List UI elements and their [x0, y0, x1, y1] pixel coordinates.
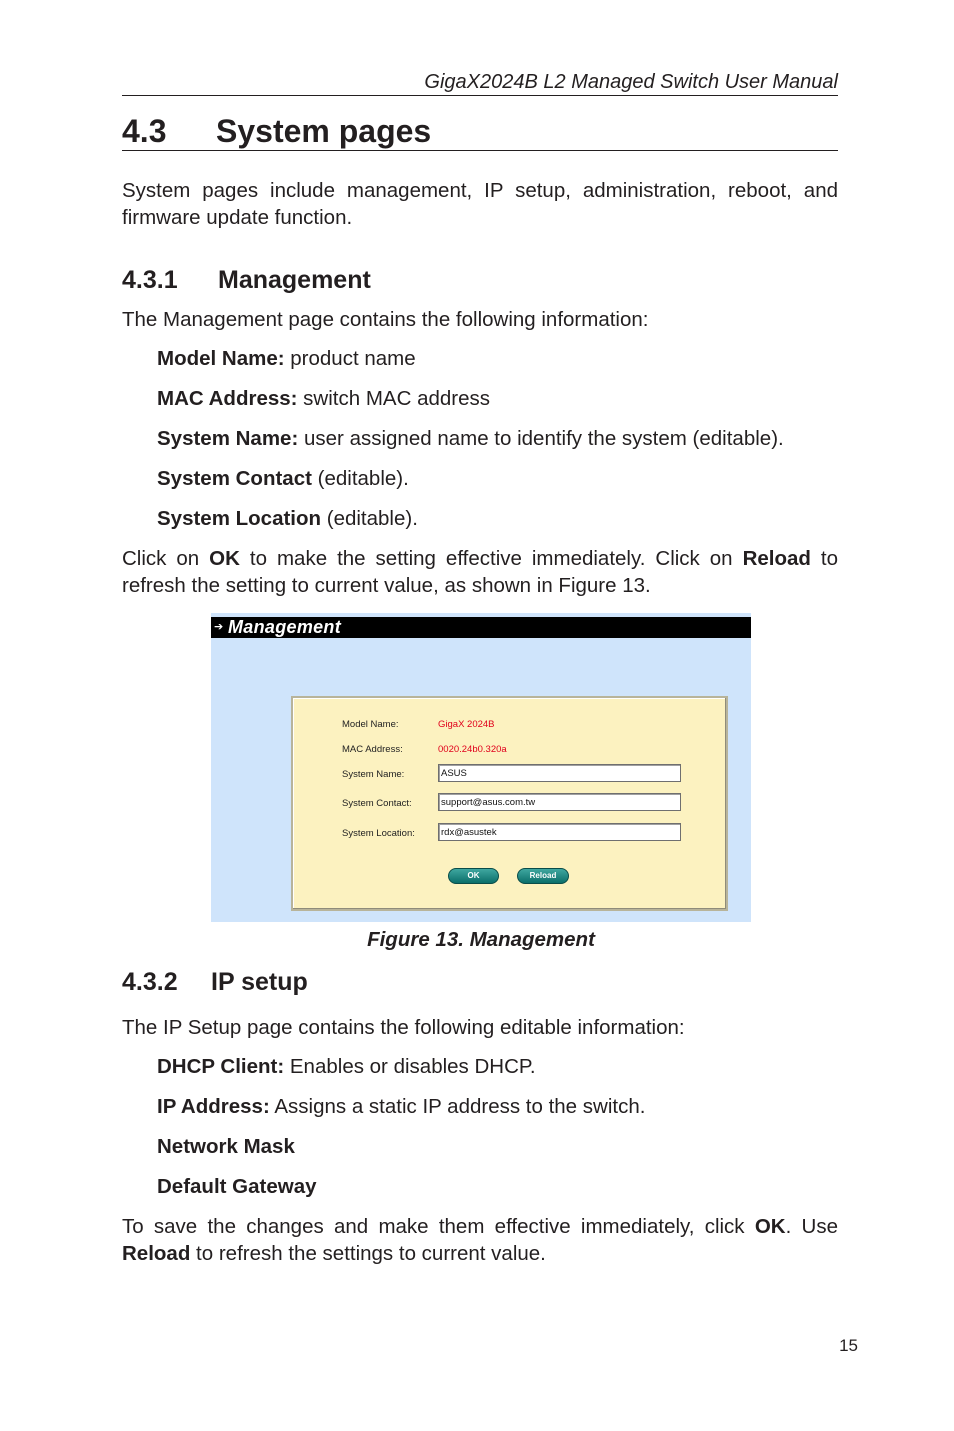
definition-term: DHCP Client: — [157, 1055, 285, 1078]
management-note — [122, 545, 838, 599]
definition-item — [157, 1134, 837, 1160]
reload-button[interactable]: Reload — [517, 868, 569, 884]
note-text: Click on — [122, 547, 210, 570]
ok-button[interactable]: OK — [448, 868, 499, 884]
page-number: 15 — [839, 1336, 858, 1355]
definition-item — [157, 506, 837, 532]
definition-text: product name — [284, 347, 416, 370]
definition-term: Network Mask — [157, 1135, 295, 1158]
note-text: to refresh the setting to current value, as shown in Figure 13. — [122, 547, 838, 597]
section-number: 4.3 — [122, 113, 167, 149]
note-ok-term: OK — [754, 1215, 786, 1238]
settings-panel — [291, 696, 728, 911]
subsection-number: 4.3.1 — [122, 266, 178, 294]
mac-address-label: MAC Address: — [342, 744, 403, 755]
definition-term: Model Name: — [157, 347, 285, 370]
running-header: GigaX2024B L2 Managed Switch User Manual — [122, 70, 838, 96]
system-contact-label: System Contact: — [342, 798, 412, 809]
definition-term: MAC Address: — [157, 387, 298, 410]
window-title: Management — [228, 617, 342, 637]
intro-paragraph: System pages include management, IP setup, administration, reboot, and firmware update function. — [122, 179, 838, 229]
definition-text: user assigned name to identify the system (editable). — [298, 427, 784, 450]
ip-setup-lead: The IP Setup page contains the following editable information: — [122, 1016, 685, 1039]
section-heading — [122, 112, 838, 151]
subsection-heading-ip-setup — [122, 967, 838, 997]
definition-item — [157, 1054, 837, 1080]
definition-term: System Name: — [157, 427, 299, 450]
definition-term: Default Gateway — [157, 1175, 317, 1198]
subsection-heading-management — [122, 265, 838, 295]
definition-text: Enables or disables DHCP. — [284, 1055, 536, 1078]
window-titlebar — [211, 617, 751, 638]
note-ok-term: OK — [209, 547, 240, 570]
ip-setup-note — [122, 1213, 838, 1267]
system-location-input[interactable]: rdx@asustek — [438, 823, 681, 841]
subsection-number: 4.3.2 — [122, 968, 178, 996]
definition-term: System Contact — [157, 467, 312, 490]
definition-term: IP Address: — [157, 1095, 270, 1118]
definition-text: (editable). — [321, 507, 418, 530]
figure-caption: Figure 13. Management — [367, 928, 595, 951]
definition-text: (editable). — [311, 467, 409, 490]
arrow-icon: ➔ — [214, 621, 224, 633]
system-location-label: System Location: — [342, 828, 415, 839]
subsection-title: Management — [218, 266, 371, 294]
model-name-label: Model Name: — [342, 719, 399, 730]
definition-item — [157, 466, 837, 492]
note-text: to make the setting effective immediately. Click on — [239, 547, 743, 570]
definition-item — [157, 1174, 837, 1200]
definition-item — [157, 346, 837, 372]
mac-address-value: 0020.24b0.320a — [438, 744, 507, 755]
definition-item — [157, 1094, 837, 1120]
definition-item — [157, 386, 837, 412]
note-text: to refresh the settings to current value. — [190, 1242, 546, 1265]
management-lead: The Management page contains the following information: — [122, 308, 649, 331]
management-screenshot — [211, 613, 751, 922]
note-text: . Use — [785, 1215, 838, 1238]
definition-item — [157, 426, 837, 452]
note-reload-term: Reload — [122, 1242, 191, 1265]
section-title: System pages — [216, 113, 432, 149]
system-name-input[interactable]: ASUS — [438, 764, 681, 782]
note-text: To save the changes and make them effective immediately, click — [122, 1215, 755, 1238]
note-reload-term: Reload — [742, 547, 811, 570]
subsection-title: IP setup — [211, 968, 308, 996]
system-contact-input[interactable]: support@asus.com.tw — [438, 793, 681, 811]
system-name-label: System Name: — [342, 769, 405, 780]
model-name-value: GigaX 2024B — [438, 719, 495, 730]
definition-text: Assigns a static IP address to the switch. — [269, 1095, 646, 1118]
definition-text: switch MAC address — [297, 387, 491, 410]
definition-term: System Location — [157, 507, 322, 530]
